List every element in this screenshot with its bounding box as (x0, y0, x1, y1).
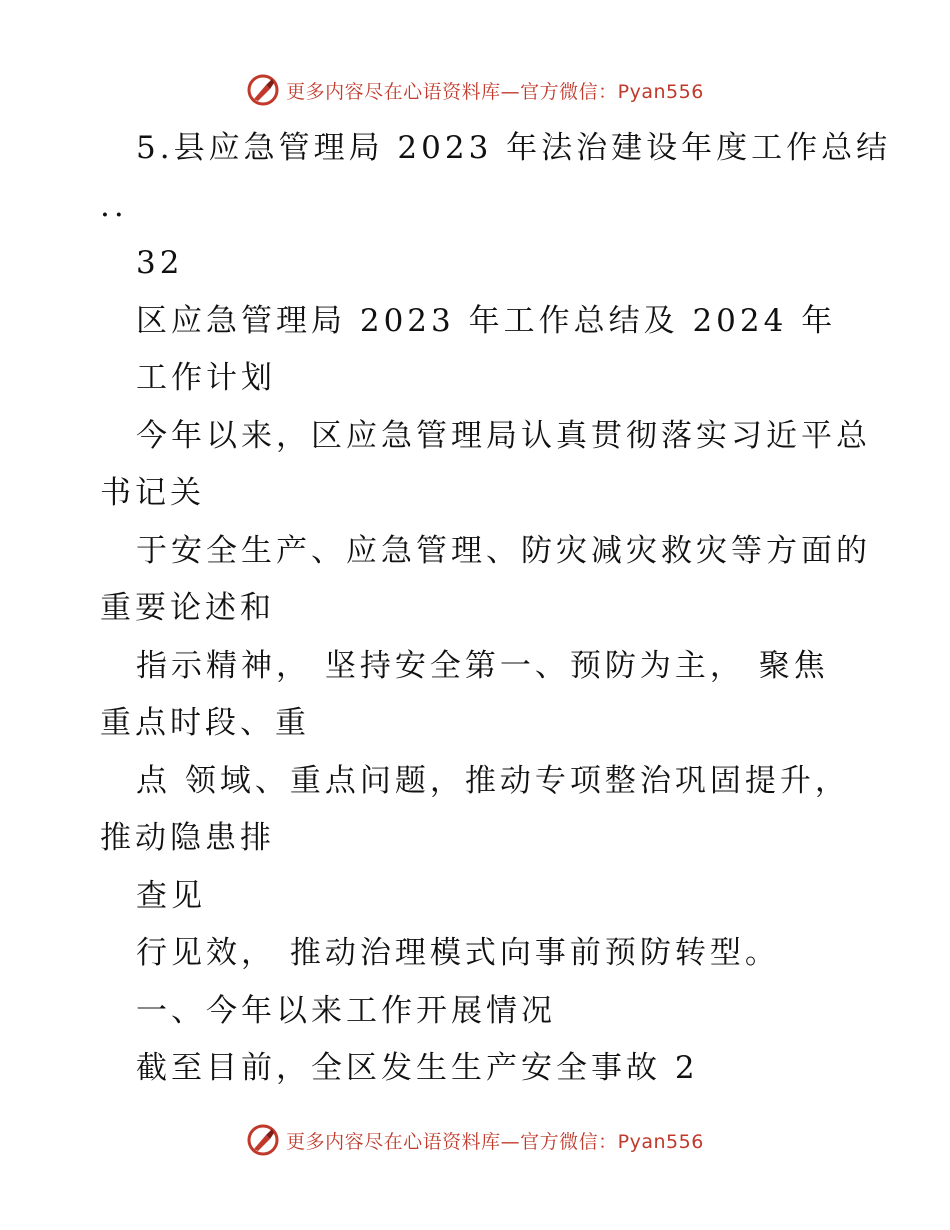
text-line: 重要论述和 (100, 590, 275, 626)
pen-logo-icon (246, 1123, 280, 1157)
watermark-banner-top (0, 70, 950, 110)
text-line: 今年以来，区应急管理局认真贯彻落实习近平总 (136, 418, 871, 454)
watermark-text-bottom: 更多内容尽在心语资料库—官方微信：Pyan556 (286, 1130, 704, 1153)
text-line: 指示精神， 坚持安全第一、预防为主， 聚焦 (136, 648, 829, 684)
text-line: .. (100, 188, 128, 224)
watermark-text-top: 更多内容尽在心语资料库—官方微信：Pyan556 (286, 80, 704, 103)
text-line: 重点时段、重 (100, 705, 310, 741)
text-line: 推动隐患排 (100, 820, 275, 856)
text-line: 于安全生产、应急管理、防灾减灾救灾等方面的 (136, 533, 871, 569)
text-line: 32 (136, 245, 184, 281)
text-line: 书记关 (100, 475, 205, 511)
text-line: 查见 (136, 878, 206, 914)
text-line: 行见效， 推动治理模式向事前预防转型。 (136, 935, 780, 971)
text-line: 截至目前，全区发生生产安全事故 2 (136, 1050, 699, 1086)
text-line: 5.县应急管理局 2023 年法治建设年度工作总结 (136, 130, 892, 166)
text-line: 点 领域、重点问题，推动专项整治巩固提升， (136, 763, 850, 799)
text-line: 区应急管理局 2023 年工作总结及 2024 年 (136, 303, 837, 339)
text-line: 一、今年以来工作开展情况 (136, 993, 556, 1029)
watermark-banner-bottom (0, 1120, 950, 1160)
pen-logo-icon (246, 73, 280, 107)
text-line: 工作计划 (136, 360, 276, 396)
